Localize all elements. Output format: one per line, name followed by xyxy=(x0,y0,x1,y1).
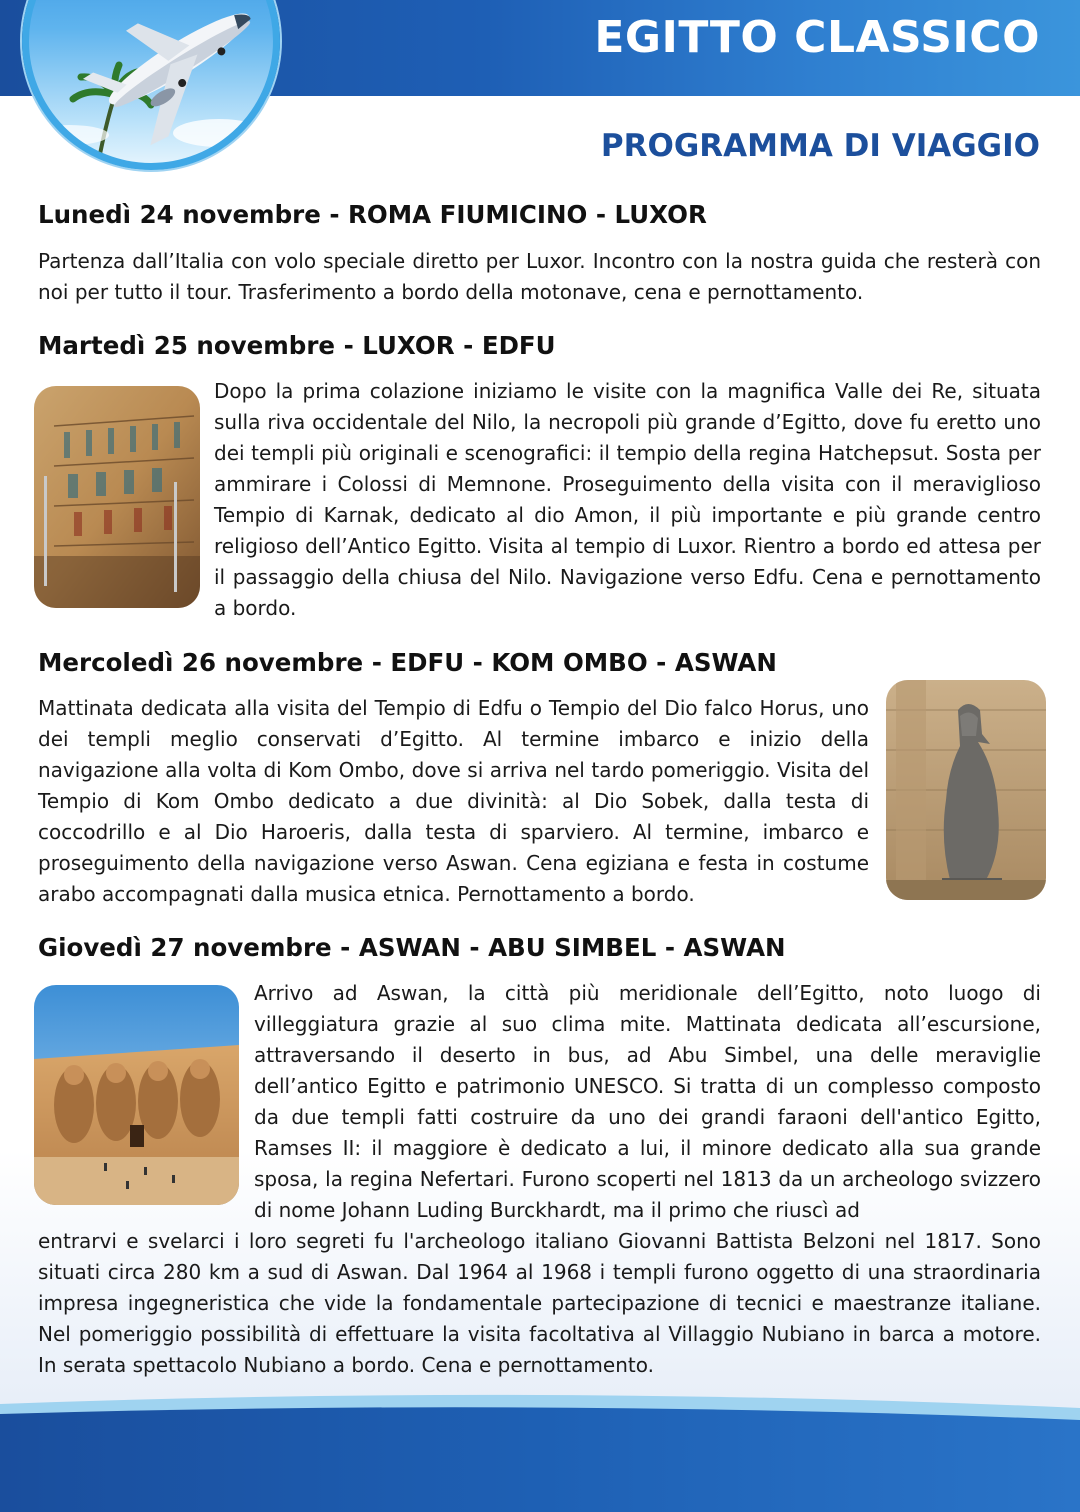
day-4-text-wrapped: Arrivo ad Aswan, la città più meridionale dell’Egitto, noto luogo di villeggiatura grazie al suo clima mite. Mattinata dedicata all’escursione, attraversando il deserto in bus, ad Abu Simbel, una delle meraviglie dell’antico Egitto e patrimonio UNESCO. Si tratta di un complesso composto da due templi fatti costruire da uno dei grandi faraoni dell'antico Egitto, Ramses II: il maggiore è dedicato a lui, il minore dedicato alla sua grande sposa, la regina Nefertari. Furono scoperti nel 1813 da un archeologo svizzero di nome Johann Luding Burckhardt, ma il primo che riuscì ad xyxy=(254,981,1041,1222)
day-3-text: Mattinata dedicata alla visita del Tempio di Edfu o Tempio del Dio falco Horus, uno dei templi meglio conservati d’Egitto. Al termine imbarco e inizio della navigazione alla volta di Kom Ombo, dove si arriva nel tardo pomeriggio. Visita del Tempio di Kom Ombo dedicato a due divinità: al Dio Sobek, dalla testa di coccodrillo e al Dio Haroeris, dalla testa di sparviero. Al termine, imbarco e proseguimento della navigazione verso Aswan. Cena egiziana e festa in costume arabo accompagnati dalla musica etnica. Pernottamento a bordo. xyxy=(38,696,869,906)
airplane-icon xyxy=(29,0,273,163)
day-2-text: Dopo la prima colazione iniziamo le visite con la magnifica Valle dei Re, situata sulla riva occidentale del Nilo, la necropoli più grande d’Egitto, dove fu eretto uno dei templi più originali e scenografici: il tempio della regina Hatchepsut. Sosta per ammirare i Colossi di Memnone. Proseguimento della visita con il meraviglioso Tempio di Karnak, dedicato al dio Amon, il più importante e più grande centro religioso dell’Antico Egitto. Visita al tempio di Luxor. Rientro a bordo ed attesa per il passaggio della chiusa del Nilo. Navigazione verso Edfu. Cena e pernottamento a bordo. xyxy=(214,379,1041,620)
program-subtitle: PROGRAMMA DI VIAGGIO xyxy=(600,128,1040,164)
day-1-heading: Lunedì 24 novembre - ROMA FIUMICINO - LUXOR xyxy=(38,200,707,229)
brochure-title: EGITTO CLASSICO xyxy=(594,12,1040,63)
day-4-heading: Giovedì 27 novembre - ASWAN - ABU SIMBEL - ASWAN xyxy=(38,933,786,962)
horus-statue-photo xyxy=(886,680,1046,900)
abu-simbel-photo xyxy=(34,985,239,1205)
valley-of-kings-photo xyxy=(34,386,200,608)
day-2-heading: Martedì 25 novembre - LUXOR - EDFU xyxy=(38,331,556,360)
airplane-logo xyxy=(22,0,280,170)
footer-wave xyxy=(0,1380,1080,1512)
day-4-text-full: entrarvi e svelarci i loro segreti fu l'archeologo italiano Giovanni Battista Belzoni nel 1817. Sono situati circa 280 km a sud di Aswan. Dal 1964 al 1968 i templi furono oggetto di una straordinaria impresa ingegneristica che vide la fondamentale partecipazione di tecnici e maestranze italiane. Nel pomeriggio possibilità di effettuare la visita facoltativa al Villaggio Nubiano in barca a motore. In serata spettacolo Nubiano a bordo. Cena e pernottamento. xyxy=(38,1229,1041,1377)
day-1-text: Partenza dall’Italia con volo speciale diretto per Luxor. Incontro con la nostra guida che resterà con noi per tutto il tour. Trasferimento a bordo della motonave, cena e pernottamento. xyxy=(38,249,1041,304)
day-3-heading: Mercoledì 26 novembre - EDFU - KOM OMBO - ASWAN xyxy=(38,648,777,677)
